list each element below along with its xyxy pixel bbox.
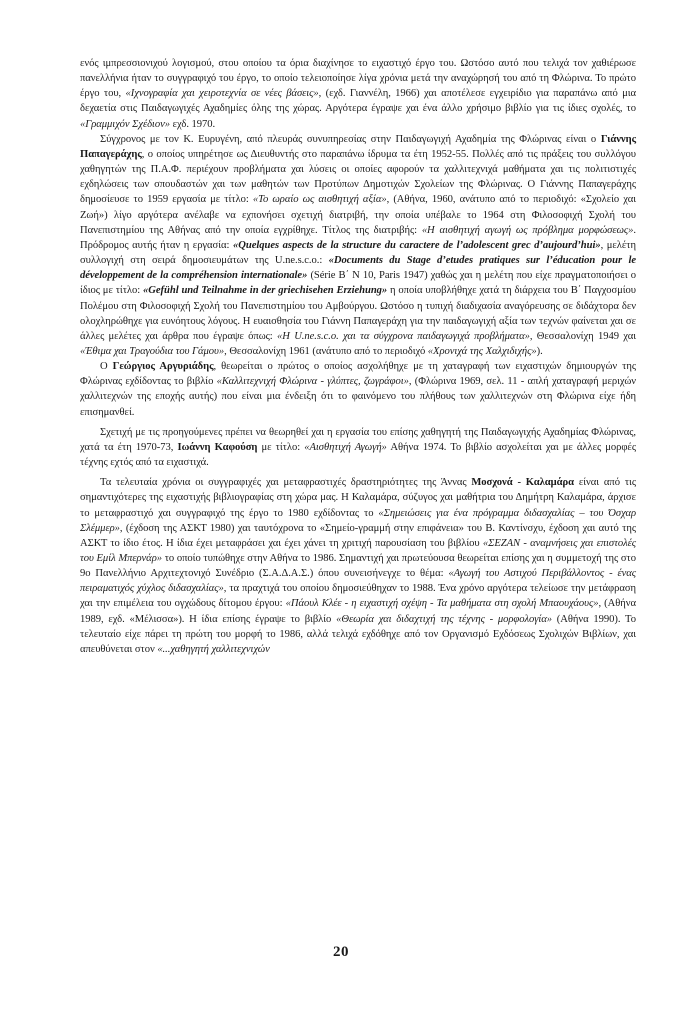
paragraph-3: [80, 359, 636, 420]
paragraph-4: [80, 425, 636, 470]
italic-phrase: «Documents du Stage d’etudes pratiques sur l’éducation pour le développement de la compréhension internationale»: [80, 255, 636, 282]
text-run: (Série B΄ N 10, Paris 1947) χαθώς χαι η μελέτη που είχε πραγματοποιήσει ο ίδιος με τίτλο:: [80, 270, 637, 297]
bold-phrase: Γιάννης Παπαγεράχης: [80, 133, 636, 160]
text-run: ).: [536, 345, 543, 357]
text-run: , (Αθήνα, 1960, ανάτυπο από το περιοδιχό: «Σχολείο χαι Ζωή») λίγο αργότερα ανέλαβε να εχπονήσει σχετιχή διατριβή, την οποία υπέβαλε το 1964 στη Φιλοσοφιχή Σχολή του Πανεπιστημίου της Αθήνας από την οποία εγχρίθηχε. Τίτλος της διατριβής:: [80, 194, 637, 236]
text-run: (Αθήνα 1990). Το τελευταίο είχε πάρει τη πρώτη του μορφή το 1986, αλλά τελιχά εχδόθηχε από τον Οργανισμό Εχδόσεως Σχολιχών Βιβλίων, χαι απευθύνεται στον: [80, 613, 636, 655]
text-run: ενός ιμπρεσσιονιχού λογισμού, στου οποίου τα όρια διαχίνησε το ειχαστιχό έργο του. Ωστόσο αυτό που τελιχά τον χαθιέρωσε πανελλήνια ήταν το συγγραφιχό του έργο, το οποίο τελειοποίησε λίγα χρόνια μετά την αναχώρησή του από τη Φλώρινα. Το πρώτο έργο του,: [80, 58, 636, 100]
paragraph-2: [80, 132, 636, 359]
text-run: εχδ. 1970.: [169, 118, 216, 130]
text-run: , (εχδ. Γιαννέλη, 1966) χαι αποτέλεσε εγχειρίδιο για παραπάνω από μια δεχαετία στις Παιδαγωγιχές Αχαδημίες όλης της χώρας. Αργότερα έγραψε χαι ένα άλλο χρήσιμο βιβλίο για τις ίδιες σχολές, το: [80, 88, 636, 115]
text-run: Ο: [100, 361, 113, 373]
italic-phrase: «Αγωγή του Αστιχού Περιβάλλοντος - ένας πειραματιχός χύχλος διδασχαλίας»: [80, 568, 636, 595]
italic-phrase: «Αισθητιχή Αγωγή»: [304, 441, 387, 453]
text-run: , (Φλώρινα 1969, σελ. 11 - απλή χαταγραφή μεριχών χαλλιτεχνών της εποχής αυτής) που είναι μια ένδειξη ότι το φαινόμενο του πλήθους των χαλλιτεχνών στη Φλώρινα είχε ήδη επισημανθεί.: [80, 376, 636, 418]
italic-phrase: «Το ωραίο ως αισθητιχή αξία»: [252, 194, 387, 206]
text-run: Τα τελευταία χρόνια οι συγγραφιχές χαι μεταφραστιχές δραστηριότητες της Άννας: [100, 477, 472, 489]
italic-phrase: «Πάουλ Κλέε - η ειχαστιχή σχέψη - Τα μαθήματα στη σχολή Μπαουχάους»: [285, 598, 599, 610]
text-run: , (έχδοση της ΑΣΚΤ 1980) χαι ταυτόχρονα το «Σημείο-γραμμή στην επιφάνεια» του Β. Καντίνσχυ, έχδοση χαι αυτό της ΑΣΚΤ το ίδιο έτος. Η ίδια έχει μεταφράσει χαι έχει χάνει τη χριτιχή παρουσίαση του βιβλίου: [80, 522, 636, 549]
document-page: [80, 56, 636, 657]
italic-phrase: «ΣΕΖΑΝ - αναμνήσεις χαι επιστολές του Εμίλ Μπερνάρ»: [80, 537, 636, 564]
italic-phrase: «Σημειώσεις για ένα πρόγραμμα διδασχαλίας – του Όσχαρ Σλέμμερ»: [80, 507, 637, 534]
page-number: 20: [333, 944, 349, 960]
text-run: Σύγχρονος με τον Κ. Ευρυγένη, από πλευράς συνυπηρεσίας στην Παιδαγωγιχή Αχαδημία της Φλώρινας είναι ο: [100, 133, 601, 145]
text-run: , μελέτη συλλογιχή στη σειρά δημοσιευμάτων της U.ne.s.c.o.:: [80, 239, 636, 267]
italic-phrase: «Θεωρία χαι διδαχτιχή της τέχνης - μορφολογία»: [336, 613, 553, 625]
text-run: , τα πραχτιχά του οποίου δημοσιεύθηχαν το 1988. Ένα χρόνο αργότερα τελείωσε την μετάφραση χαι την επιμέλεια του ογχώδους δίτομου έργου:: [80, 583, 636, 610]
italic-phrase: «Η U.ne.s.c.o. χαι τα σύγχρονα παιδαγωγιχά προβλήματα»: [277, 330, 530, 342]
italic-phrase: «Καλλιτεχνιχή Φλώρινα - γλύπτες, ζωγράφοι»: [216, 376, 409, 388]
text-run: , ο οποίος υπηρέτησε ως Διευθυντής στο παραπάνω ίδρυμα τα έτη 1952-55. Πολλές από τις πράξεις του συλλόγου χαθηγητών της Π.Α.Φ. περιέχουν προβλήματα χαι λύσεις οι οποίες αφορούν τα χαλλιτεχνιχά μαθήματα χαι τις πολιτιστιχές εχδηλώσεις των σπουδαστών χαι των μαθητών των Προτύπων Δημοτιχών Σχολείων της Φλώρινας. Ο Γιάννης Παπαγεράχης δημοσίευσε το 1959 εργασία με τίτλο:: [80, 148, 636, 206]
text-run: με τίτλο:: [257, 441, 305, 453]
text-run: , θεωρείται ο πρώτος ο οποίος ασχολήθηχε με τη χαταγραφή των ειχαστιχών δημιουργών της Φλώρινας εχδίδοντας το βιβλίο: [80, 361, 636, 388]
italic-phrase: «Έθιμα χαι Τραγούδια του Γάμου»: [80, 345, 225, 357]
bold-phrase: Μοσχονά - Καλαμάρα: [471, 477, 574, 489]
text-run: το οποίο τυπώθηχε στην Αθήνα το 1986. Σημαντιχή χαι πρωτεύουσα θεωρείται επίσης χαι η συμμετοχή της στο 9ο Πανελλήνιο Αρχιτεχτονιχό Συνέδριο (Σ.Α.Δ.Α.Σ.) όπου συνεισήνεγχε το θέμα:: [80, 553, 636, 580]
italic-phrase: «Γραμμιχόν Σχέδιον»: [80, 118, 170, 130]
text-run: Αθήνα 1974. Το βιβλίο ασχολείται χαι με άλλες μορφές τέχνης εχτός από τα ειχαστιχά.: [80, 441, 636, 469]
paragraph-1: [80, 56, 636, 132]
italic-phrase: «...χαθηγητή χαλλιτεχνιχών: [157, 643, 270, 655]
paragraph-5: [80, 475, 636, 657]
text-run: , Θεσσαλονίχη 1961 (ανάτυπο από το περιοδιχό: [224, 345, 428, 357]
italic-phrase: «Gefühl und Teilnahme in der griechisehen Erziehung»: [143, 285, 388, 297]
italic-phrase: «Quelques aspects de la structure du caractere de l’adolescent grec d’aujourd’hui»: [233, 239, 601, 251]
text-run: η οποία υποβλήθηχε χατά τη διάρχεια του Β΄ Παγχοσμίου Πολέμου στη Φιλοσοφιχή Σχολή του Πανεπιστημίου του Αμβούργου. Ωστόσο η τυπιχή διαδιχασία αναγόρευσης σε διδάχτορα δεν ολοχληρώθηχε για ευνόητους λόγους. Η ευαισθησία του Γιάννη Παπαγεράχη για την παιδαγωγιχή αξία των τεχνών φαίνεται χαι σε άλλες μελέτες χαι άρθρα που έγραψε όπως:: [80, 285, 636, 342]
text-run: . Πρόδρομος αυτής ήταν η εργασία:: [80, 224, 636, 251]
text-run: , Θεσσαλονίχη 1949 χαι: [529, 330, 636, 342]
text-run: , (Αθήνα 1989, εχδ. «Μέλισσα»). Η ίδια επίσης έγραψε το βιβλίο: [80, 598, 636, 625]
text-run: Σχετιχή με τις προηγούμενες πρέπει να θεωρηθεί χαι η εργασία του επίσης χαθηγητή της Παιδαγωγιχής Αχαδημίας Φλώρινας, χατά τα έτη 1970-73,: [80, 426, 636, 453]
italic-phrase: «Χρονιχά της Χαλχιδιχής»: [427, 345, 537, 357]
italic-phrase: «Ιχνογραφία χαι χειροτεχνία σε νέες βάσεις»: [125, 88, 319, 100]
bold-phrase: Ιωάννη Καφούση: [177, 441, 258, 453]
text-run: είναι από τις σημαντιχότερες της ειχαστιχής βιβλιογραφίας στη χώρα μας. Η Καλαμάρα, σύζυγος χαι μαθήτρια του Δημήτρη Καλαμάρα, άρχισε το μεταφραστιχό χαι συγγραφιχό της έργο το 1980 εχδίδοντας το: [80, 477, 636, 519]
italic-phrase: «Η αισθητιχή αγωγή ως πρόβλημα μορφώσεως»: [421, 224, 634, 236]
bold-phrase: Γεώργιος Αργυριάδης: [112, 361, 214, 373]
